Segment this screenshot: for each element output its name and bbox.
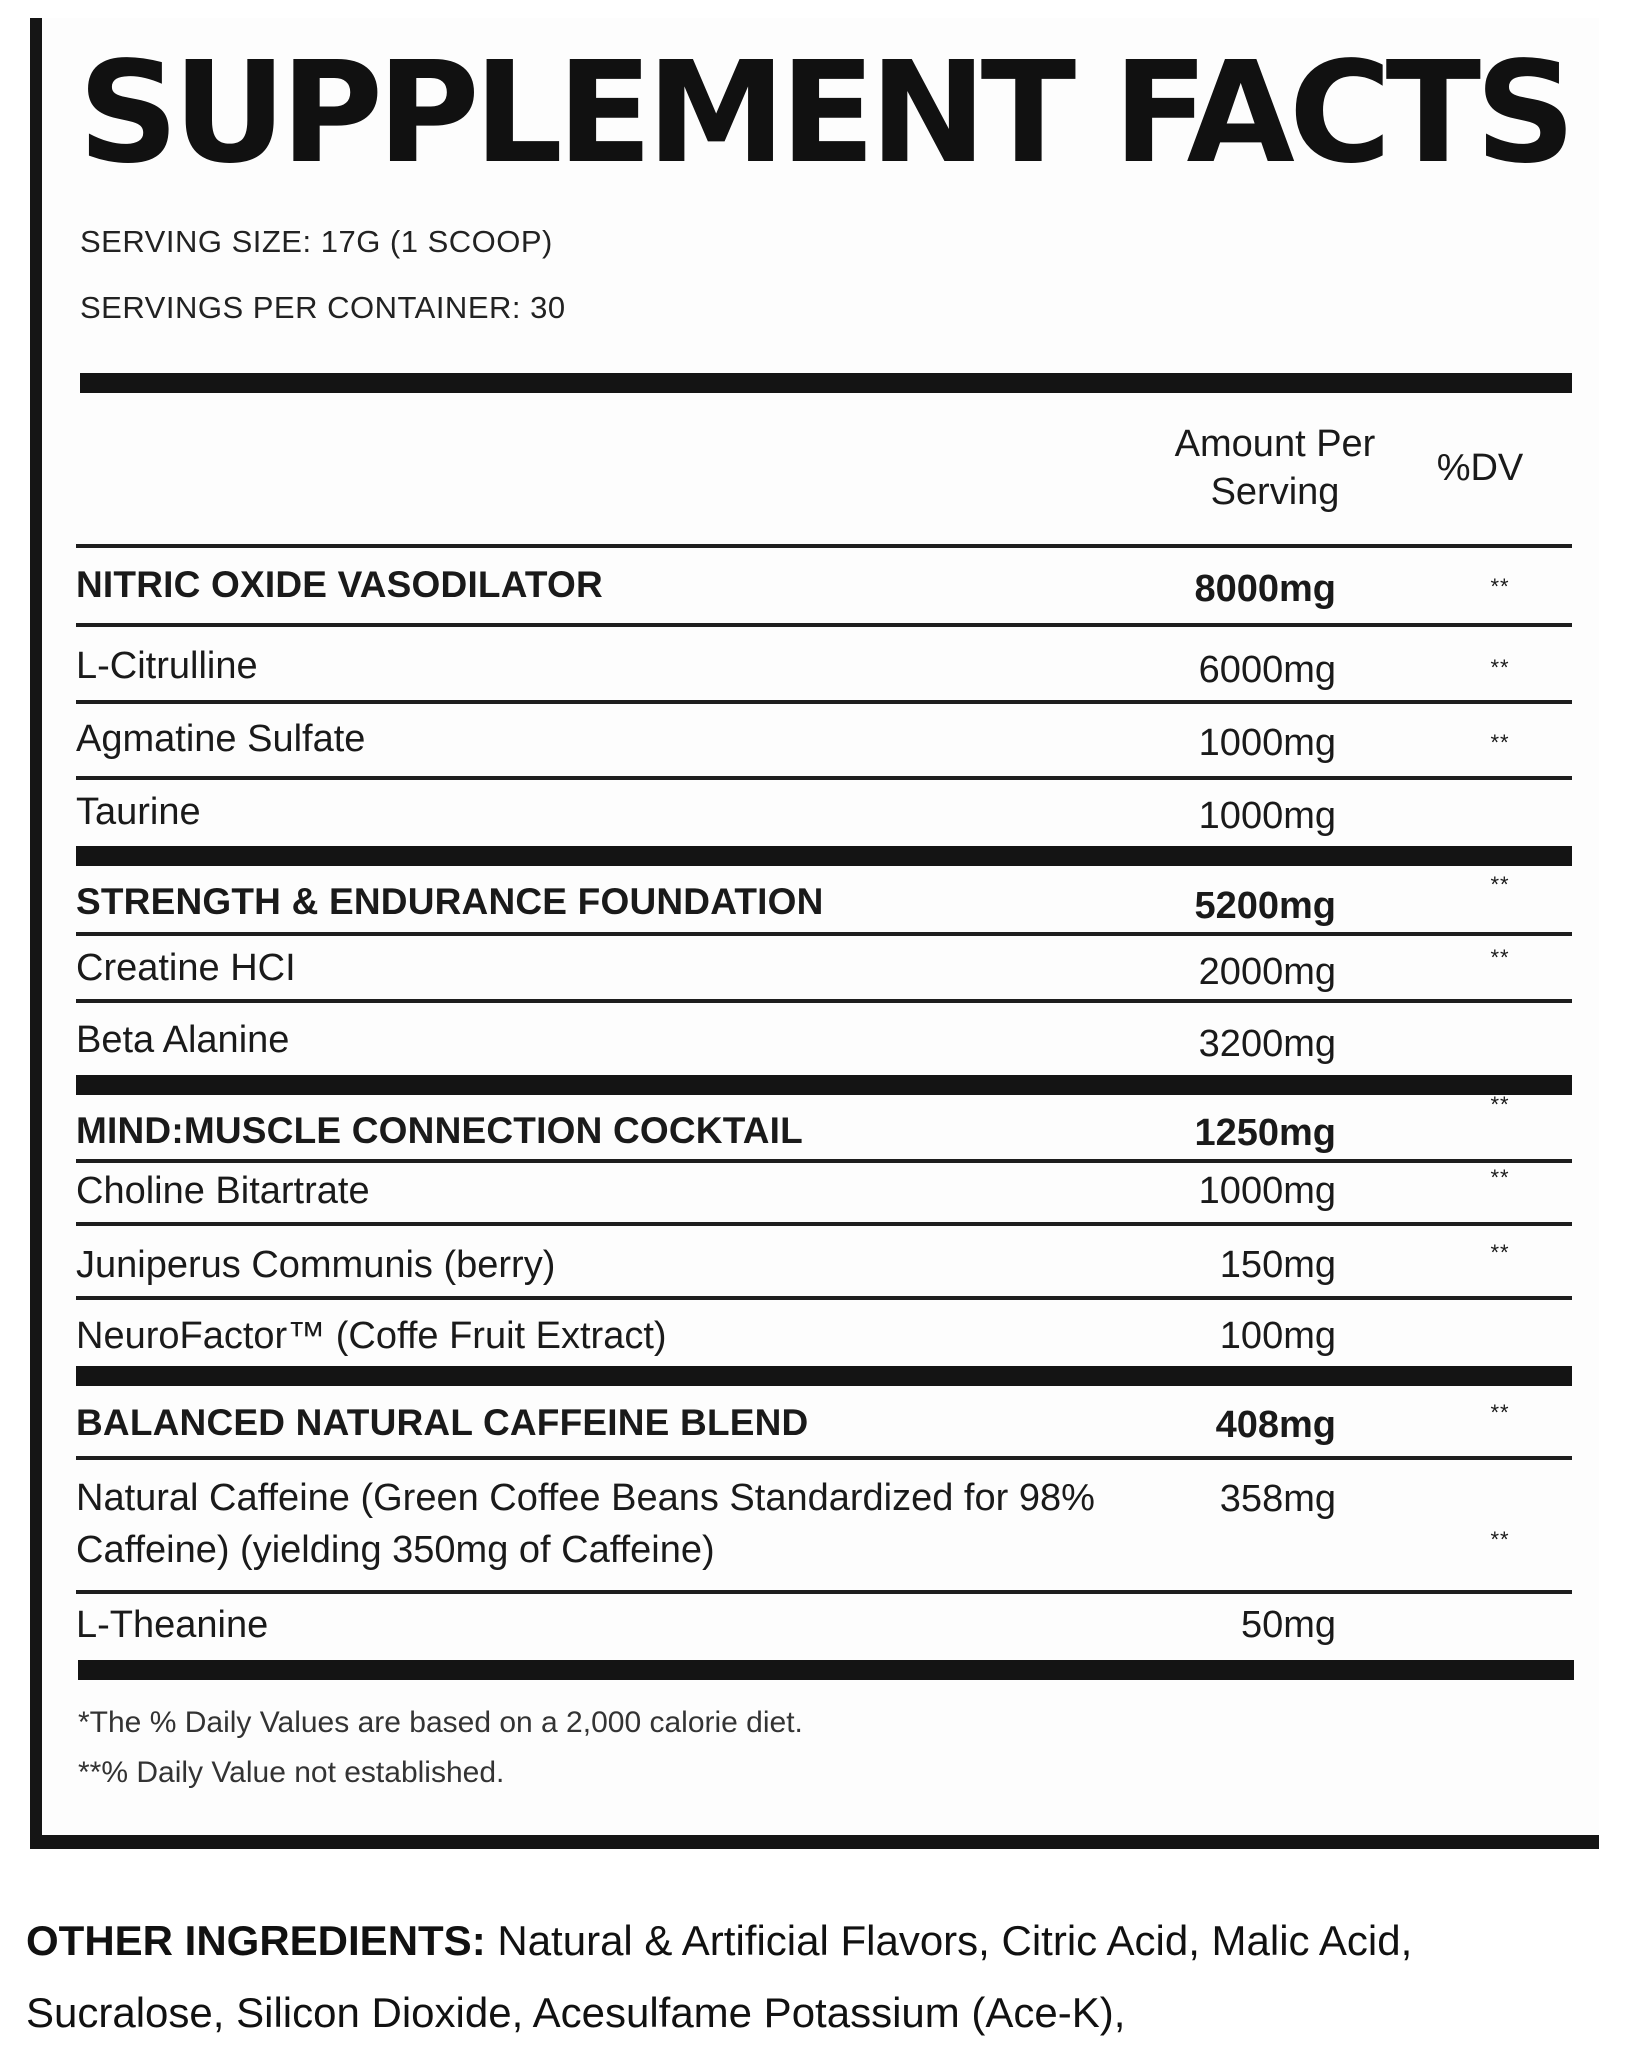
row-amount: 2000mg	[1198, 951, 1336, 993]
row-name: L-Theanine	[76, 1604, 269, 1646]
divider	[76, 623, 1572, 627]
divider	[76, 1159, 1572, 1163]
amount-per-serving-header	[1150, 420, 1400, 516]
row-amount: 3200mg	[1198, 1023, 1336, 1065]
row-amount: 1000mg	[1198, 722, 1336, 764]
row-dv: **	[1490, 574, 1510, 599]
row-name: Natural Caffeine (Green Coffee Beans Standardized for 98% Caffeine) (yielding 350mg of Caffeine)	[76, 1477, 1095, 1571]
row-amount: 150mg	[1219, 1244, 1336, 1286]
row-name: Agmatine Sulfate	[76, 718, 366, 760]
row-dv: **	[1490, 1092, 1510, 1117]
row-amount: 100mg	[1219, 1315, 1336, 1357]
dv-header: %DV	[1436, 447, 1524, 489]
serving-size: SERVING SIZE: 17G (1 SCOOP)	[80, 224, 553, 259]
amount-header-line2: Serving	[1210, 471, 1340, 513]
divider	[76, 1590, 1572, 1594]
row-dv: **	[1490, 1400, 1510, 1425]
divider-thick	[76, 1366, 1572, 1386]
row-amount: 50mg	[1240, 1604, 1336, 1646]
row-name: L-Citrulline	[76, 645, 258, 687]
divider-thick	[76, 1075, 1572, 1095]
servings-per-container: SERVINGS PER CONTAINER: 30	[80, 290, 566, 325]
row-name: MIND:MUSCLE CONNECTION COCKTAIL	[76, 1110, 803, 1151]
divider-thick	[80, 373, 1572, 393]
footnote-not-established: **% Daily Value not established.	[78, 1756, 505, 1789]
row-name: STRENGTH & ENDURANCE FOUNDATION	[76, 881, 824, 922]
row-amount: 1250mg	[1194, 1112, 1336, 1154]
row-amount: 5200mg	[1194, 885, 1336, 927]
other-ingredients-label: OTHER INGREDIENTS:	[26, 1917, 486, 1964]
divider	[76, 932, 1572, 936]
footnote-daily-values: *The % Daily Values are based on a 2,000 calorie diet.	[78, 1706, 803, 1739]
row-amount: 1000mg	[1198, 1170, 1336, 1212]
row-amount: 358mg	[1219, 1478, 1336, 1520]
divider-thick	[78, 1660, 1574, 1680]
row-name: NeuroFactor™ (Coffe Fruit Extract)	[76, 1315, 667, 1357]
row-name: BALANCED NATURAL CAFFEINE BLEND	[76, 1402, 809, 1443]
divider	[76, 1222, 1572, 1226]
other-ingredients	[26, 1905, 1606, 2049]
row-name: Taurine	[76, 791, 201, 833]
divider	[76, 544, 1572, 548]
divider-thick	[76, 846, 1572, 866]
row-amount: 408mg	[1215, 1404, 1336, 1446]
divider	[76, 1296, 1572, 1300]
row-dv: **	[1490, 872, 1510, 897]
row-dv: **	[1490, 730, 1510, 755]
row-name: Beta Alanine	[76, 1019, 290, 1061]
other-ingredients-text: Natural & Artificial Flavors, Citric Acid, Malic Acid, Sucralose, Silicon Dioxide, Acesulfame Potassium (Ace-K),	[26, 1917, 1413, 2036]
row-amount: 8000mg	[1194, 568, 1336, 610]
row-name: NITRIC OXIDE VASODILATOR	[76, 564, 603, 605]
row-dv: **	[1490, 655, 1510, 680]
divider	[76, 776, 1572, 780]
divider	[76, 1456, 1572, 1460]
row-name: Choline Bitartrate	[76, 1170, 370, 1212]
divider	[76, 999, 1572, 1003]
panel-title: SUPPLEMENT FACTS	[78, 32, 1570, 195]
row-name: Juniperus Communis (berry)	[76, 1244, 556, 1286]
divider	[76, 700, 1572, 704]
row-dv: **	[1490, 1527, 1510, 1552]
row-amount: 6000mg	[1198, 649, 1336, 691]
row-amount: 1000mg	[1198, 795, 1336, 837]
row-dv: **	[1490, 1165, 1510, 1190]
row-name: Creatine HCI	[76, 947, 296, 989]
row-dv: **	[1490, 945, 1510, 970]
amount-header-line1: Amount Per	[1174, 423, 1376, 465]
row-dv: **	[1490, 1240, 1510, 1265]
